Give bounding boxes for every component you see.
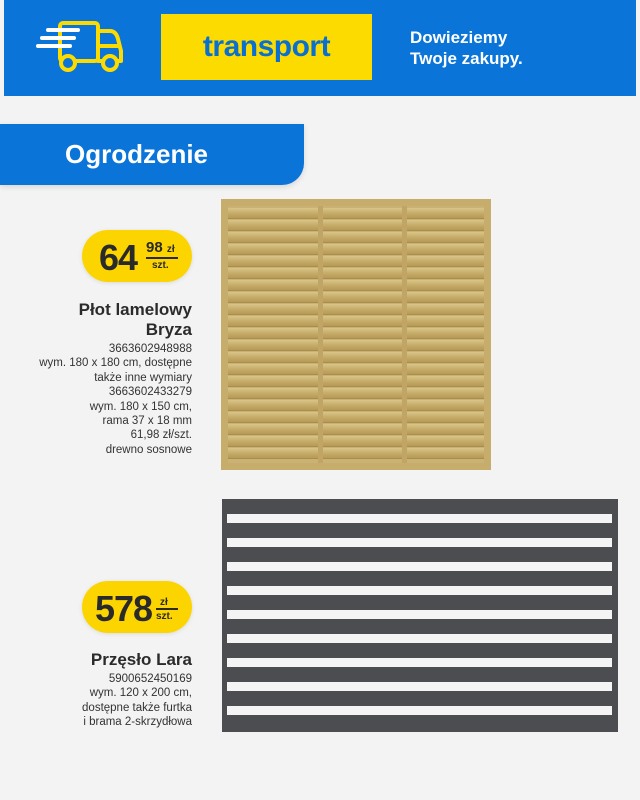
wood-slat <box>228 220 484 231</box>
product-name: Płot lamelowy <box>78 300 192 319</box>
wood-slat <box>228 292 484 303</box>
price-fraction <box>146 239 175 256</box>
wood-slat <box>228 316 484 327</box>
wood-slat <box>228 268 484 279</box>
product-detail: i brama 2-skrzydłowa <box>83 716 192 729</box>
metal-slot <box>227 538 612 547</box>
wood-slat <box>228 304 484 315</box>
metal-slot <box>227 562 612 571</box>
product-info <box>0 300 192 457</box>
wood-slat <box>228 328 484 339</box>
metal-slot <box>227 658 612 667</box>
product-detail: 3663602948988 <box>108 343 192 355</box>
wood-slat <box>228 400 484 411</box>
wood-slat <box>228 388 484 399</box>
wood-slat <box>228 376 484 387</box>
wood-slat <box>228 280 484 291</box>
price-main: 64 <box>99 237 138 278</box>
product-name: Przęsło Lara <box>90 650 192 669</box>
price-main: 578 <box>95 588 153 629</box>
product-detail: 5900652450169 <box>108 673 192 685</box>
price-divider <box>146 257 178 259</box>
product-detail: wym. 120 x 200 cm, <box>89 687 192 700</box>
wood-post <box>402 206 407 463</box>
product-info <box>0 650 192 730</box>
metal-slot <box>227 706 612 715</box>
metal-slot <box>227 610 612 619</box>
metal-slot <box>227 514 612 523</box>
price-unit: szt. <box>156 611 173 622</box>
price-badge <box>82 581 192 633</box>
wood-slat <box>228 232 484 243</box>
product-detail: wym. 180 x 180 cm, dostępne <box>39 357 192 370</box>
product-detail: także inne wymiary <box>94 371 192 384</box>
product-detail: 3663602433279 <box>108 386 192 399</box>
product-detail: drewno sosnowe <box>105 443 192 456</box>
product-detail: rama 37 x 18 mm <box>102 415 192 428</box>
metal-slot <box>227 586 612 595</box>
product-detail: wym. 180 x 150 cm, <box>89 400 192 413</box>
transport-banner <box>4 0 636 96</box>
price-unit: szt. <box>152 260 169 271</box>
price-currency: zł <box>166 244 175 255</box>
transport-brand-box <box>161 14 372 80</box>
tagline <box>410 27 523 69</box>
price-fraction-value: 98 <box>146 239 163 256</box>
product-detail: 61,98 zł/szt. <box>130 429 192 442</box>
price-currency-label: zł <box>160 597 168 608</box>
metal-slot <box>227 634 612 643</box>
metal-fence-image <box>222 499 618 732</box>
wood-slat <box>228 364 484 375</box>
tagline-line-1: Dowieziemy <box>410 28 508 47</box>
wood-slat <box>228 412 484 423</box>
wood-slat <box>228 352 484 363</box>
product-name-line-2: Bryza <box>145 320 192 339</box>
wood-slat <box>228 436 484 447</box>
wood-slat <box>228 448 484 459</box>
wood-slat <box>228 208 484 219</box>
price-currency <box>160 592 168 609</box>
wood-slat <box>228 244 484 255</box>
product-detail: dostępne także furtka <box>82 701 192 714</box>
wood-slat <box>228 424 484 435</box>
category-title: Ogrodzenie <box>65 139 209 169</box>
wood-slat <box>228 340 484 351</box>
price-badge <box>82 230 192 282</box>
metal-slot <box>227 682 612 691</box>
delivery-truck-icon <box>34 18 126 76</box>
price-divider <box>156 608 178 610</box>
tagline-line-2: Twoje zakupy. <box>410 49 523 68</box>
brand-label: transport <box>202 30 331 63</box>
category-banner <box>0 124 304 185</box>
wooden-fence-image <box>221 199 491 470</box>
wood-post <box>318 206 323 463</box>
wood-slat <box>228 256 484 267</box>
